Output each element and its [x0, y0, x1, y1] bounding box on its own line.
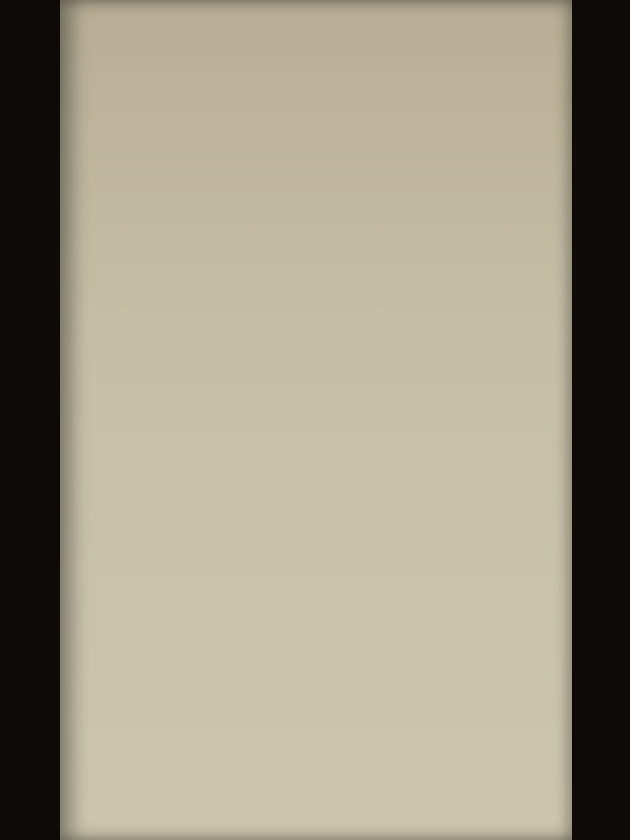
toc-chapters — [74, 5, 558, 15]
book-page — [60, 0, 572, 840]
toc-top-section — [74, 5, 558, 15]
table-of-contents — [74, 5, 558, 15]
